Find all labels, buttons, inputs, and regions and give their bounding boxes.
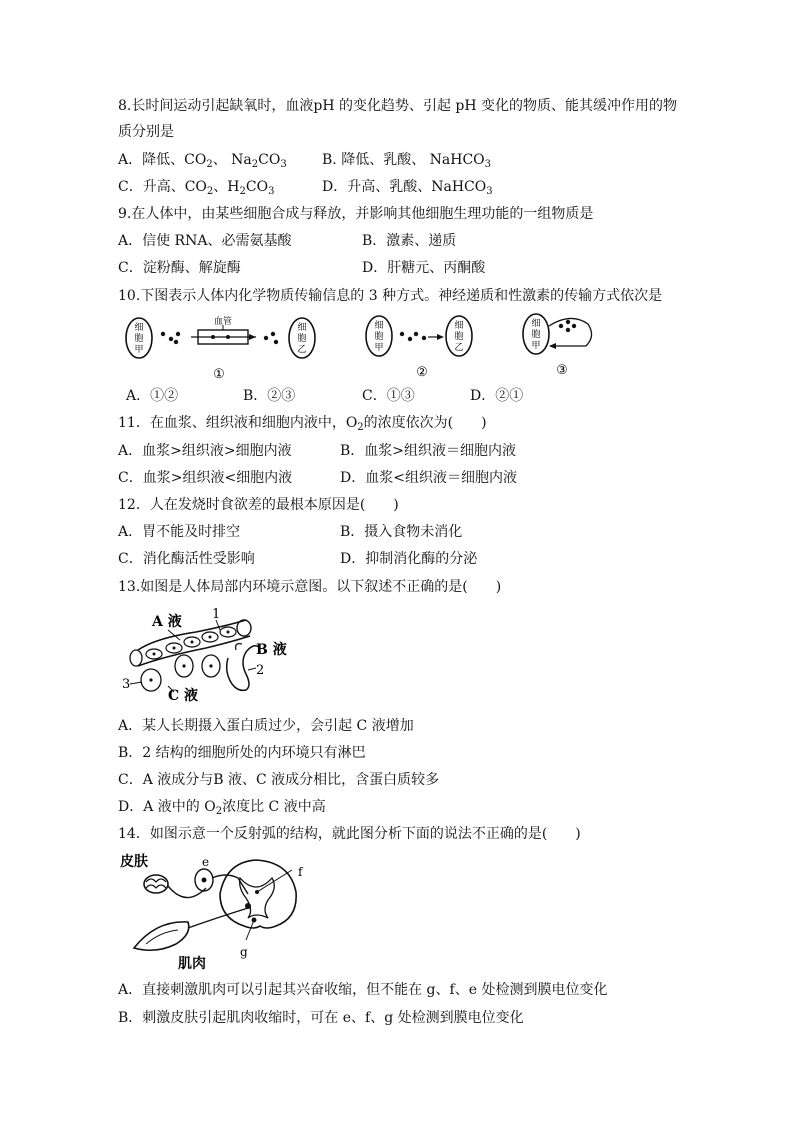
q9-option-b: B．激素、递质 xyxy=(362,233,457,249)
q10-fig1-cell-a-char1: 细 xyxy=(134,323,144,333)
q10-fig3 xyxy=(523,314,592,378)
q13-stem: 13.如图是人体局部内环境示意图。以下叙述不正确的是( ) xyxy=(118,579,502,595)
q12-option-c: C．消化酶活性受影响 xyxy=(118,551,255,567)
q10-fig2-number: ② xyxy=(416,365,428,380)
svg-text:胞: 胞 xyxy=(297,334,307,344)
q14-label-f: f xyxy=(298,865,303,879)
q10-fig1-number: ① xyxy=(213,367,225,382)
q11-option-d: D．血浆<组织液＝细胞内液 xyxy=(340,470,517,486)
svg-text:细: 细 xyxy=(454,321,464,331)
q14-spinal-cord xyxy=(220,860,296,928)
q14-muscle xyxy=(134,922,189,950)
q13-figure xyxy=(116,600,306,710)
svg-text:胞: 胞 xyxy=(531,330,541,340)
q10-fig1 xyxy=(126,315,315,382)
q11-option-a: A．血浆>组织液>细胞内液 xyxy=(118,443,292,459)
q10-option-c: C．①③ xyxy=(362,388,415,404)
q9-option-c: C．淀粉酶、解旋酶 xyxy=(118,260,241,276)
q13-option-d: D．A 液中的 $O_2$浓度比 C 液中高 xyxy=(118,799,326,817)
q9-option-a: A．信使 RNA、必需氨基酸 xyxy=(118,233,292,249)
q8-option-d: D．升高、乳酸、NaHCO$_3$ xyxy=(322,179,493,197)
q14-option-b: B．刺激皮肤引起肌肉收缩时，可在 e、f、g 处检测到膜电位变化 xyxy=(118,1010,524,1026)
svg-text:甲: 甲 xyxy=(134,345,144,355)
q14-label-muscle: 肌肉 xyxy=(178,956,206,972)
q14-label-e: e xyxy=(202,855,210,869)
q13-label-2: 2 xyxy=(256,663,265,678)
q8-option-b: B. 降低、乳酸、 NaHCO$_3$ xyxy=(322,152,492,170)
q14-label-g: g xyxy=(240,945,248,959)
q10-fig2 xyxy=(366,316,472,380)
q10-fig1-vessel-label: 血管 xyxy=(213,317,233,327)
q12-option-b: B．摄入食物未消化 xyxy=(340,524,463,540)
q14-option-a: A．直接刺激肌肉可以引起其兴奋收缩，但不能在 g、f、e 处检测到膜电位变化 xyxy=(118,982,608,998)
svg-text:甲: 甲 xyxy=(531,341,541,351)
q13-label-1: 1 xyxy=(212,607,221,622)
q10-option-b: B．②③ xyxy=(243,388,296,404)
q12-stem: 12．人在发烧时食欲差的最根本原因是( ) xyxy=(118,497,399,513)
q10-option-a: A．①② xyxy=(126,388,179,404)
q11-stem: 11．在血浆、组织液和细胞内液中，$O_2$的浓度依次为( ) xyxy=(118,415,487,433)
q13-option-c: C．A 液成分与B 液、C 液成分相比，含蛋白质较多 xyxy=(118,772,440,788)
svg-text:胞: 胞 xyxy=(374,332,384,342)
q13-label-b-liquid: B 液 xyxy=(256,642,287,658)
q12-option-a: A．胃不能及时排空 xyxy=(118,524,241,540)
q14-label-skin: 皮肤 xyxy=(120,854,148,870)
q9-stem: 9.在人体中，由某些细胞合成与释放，并影响其他细胞生理功能的一组物质是 xyxy=(118,206,594,222)
q14-receptor xyxy=(144,875,168,893)
q13-label-3: 3 xyxy=(122,677,131,692)
q8-stem-line1: 8.长时间运动引起缺氧时，血液pH 的变化趋势、引起 pH 变化的物质、能其缓冲作用的物 xyxy=(118,98,678,114)
q8-stem-line2: 质分别是 xyxy=(118,124,174,140)
q10-option-d: D．②① xyxy=(470,388,524,404)
svg-text:细: 细 xyxy=(374,321,384,331)
svg-text:乙: 乙 xyxy=(454,343,464,353)
q14-figure xyxy=(116,848,326,972)
q13-label-a-liquid: A 液 xyxy=(152,614,182,630)
q11-option-c: C．血浆>组织液<细胞内液 xyxy=(118,470,293,486)
q13-option-b: B．2 结构的细胞所处的内环境只有淋巴 xyxy=(118,745,366,761)
q14-stem: 14．如图示意一个反射弧的结构，就此图分析下面的说法不正确的是( ) xyxy=(118,826,581,842)
q11-option-b: B．血浆>组织液＝细胞内液 xyxy=(340,443,517,459)
q13-option-a: A．某人长期摄入蛋白质过少，会引起 C 液增加 xyxy=(118,718,414,734)
q8-option-a: A．降低、$CO_2$、 $Na_2CO_3$ xyxy=(118,152,287,170)
svg-text:细: 细 xyxy=(531,319,541,329)
q10-stem: 10.下图表示人体内化学物质传输信息的 3 种方式。神经递质和性激素的传输方式依次是 xyxy=(118,288,663,304)
svg-text:甲: 甲 xyxy=(374,343,384,353)
svg-text:细: 细 xyxy=(297,323,307,333)
svg-text:胞: 胞 xyxy=(454,332,464,342)
q13-label-c-liquid: C 液 xyxy=(168,688,199,704)
q12-option-d: D．抑制消化酶的分泌 xyxy=(340,551,478,567)
q9-option-d: D．肝糖元、丙酮酸 xyxy=(362,260,486,276)
q8-option-c: C．升高、$CO_2$、$H_2CO_3$ xyxy=(118,179,275,197)
svg-text:胞: 胞 xyxy=(134,334,144,344)
q10-fig3-number: ③ xyxy=(556,363,568,378)
q10-figure xyxy=(116,308,606,382)
svg-text:乙: 乙 xyxy=(297,345,307,355)
